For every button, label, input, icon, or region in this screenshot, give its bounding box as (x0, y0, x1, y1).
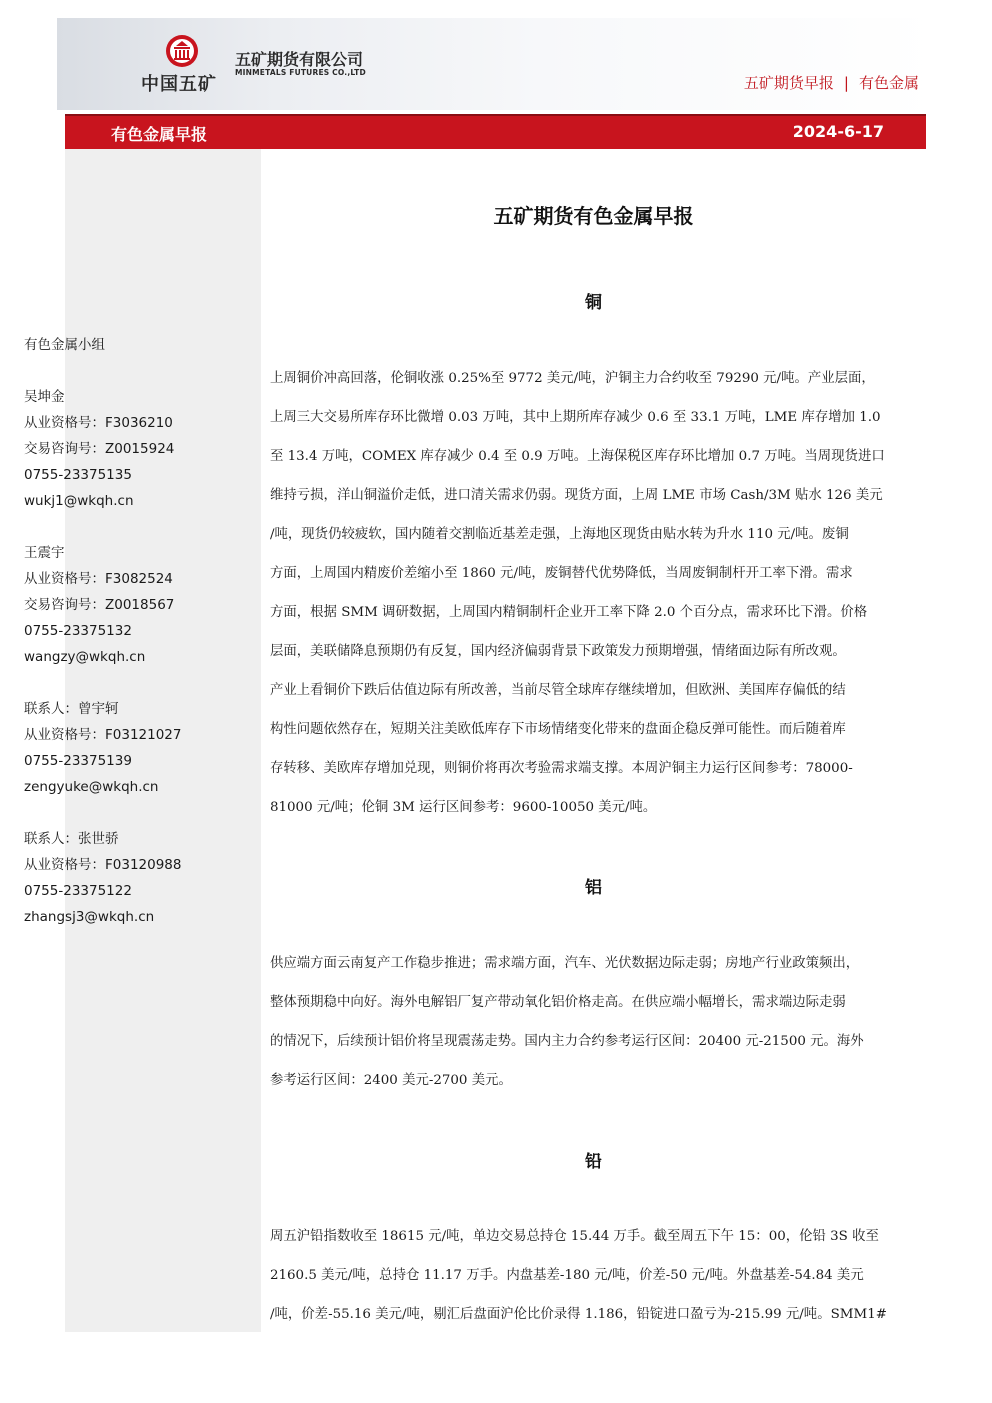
band-title: 有色金属早报 (111, 125, 208, 144)
paragraph-line: /吨，现货仍较疲软，国内随着交割临近基差走强，上海地区现货由贴水转为升水 110 元/吨。废铜 (270, 527, 849, 542)
report-date: 2024-6-17 (792, 122, 884, 141)
paragraph-line: 81000 元/吨；伦铜 3M 运行区间参考：9600-10050 美元/吨。 (270, 800, 657, 815)
header-nav (744, 72, 919, 93)
sidebar-group-title (24, 332, 105, 358)
contact-advisory: 交易咨询号：Z0018567 (24, 597, 175, 613)
logo-text: 中国五矿 (141, 74, 217, 95)
paragraph-line: 上周三大交易所库存环比微增 0.03 万吨，其中上期所库存减少 0.6 至 33.1 万吨，LME 库存增加 1.0 (270, 410, 881, 425)
nav-separator: | (843, 74, 849, 92)
report-title: 五矿期货有色金属早报 (493, 204, 694, 228)
contact-name: 王震宇 (24, 545, 65, 561)
company-name-en: MINMETALS FUTURES CO.,LTD (235, 68, 366, 77)
contact-advisory: 交易咨询号：Z0015924 (24, 441, 175, 457)
page-header (57, 18, 935, 110)
group-title: 有色金属小组 (24, 337, 105, 353)
contact-license: 从业资格号：F03121027 (24, 727, 182, 743)
paragraph-line: 存转移、美欧库存增加兑现，则铜价将再次考验需求端支撑。本周沪铜主力运行区间参考：78000- (270, 761, 853, 776)
contact-email: zengyuke@wkqh.cn (24, 779, 159, 795)
lead-paragraph (270, 1217, 918, 1334)
paragraph-line: 层面，美联储降息预期仍有反复，国内经济偏弱背景下政策发力预期增强，情绪面边际有所改观。 (270, 644, 846, 659)
nav-category-link: 有色金属 (858, 74, 919, 92)
section-heading-aluminum: 铝 (585, 878, 602, 898)
minmetals-emblem-icon (165, 34, 199, 68)
paragraph-line: 构性问题依然存在，短期关注美欧低库存下市场情绪变化带来的盘面企稳反弹可能性。而后随着库 (270, 722, 846, 737)
contact-card (24, 384, 174, 514)
company-name-cn: 五矿期货有限公司 (235, 50, 364, 69)
paragraph-line: 整体预期稳中向好。海外电解铝厂复产带动氧化铝价格走高。在供应端小幅增长，需求端边际走弱 (270, 995, 846, 1010)
contact-card (24, 540, 174, 670)
paragraph-line: /吨，价差-55.16 美元/吨，剔汇后盘面沪伦比价录得 1.186，铅锭进口盈亏为-215.99 元/吨。SMM1# (270, 1307, 887, 1322)
contact-email: wukj1@wkqh.cn (24, 493, 134, 509)
contact-name: 联系人：曾宇轲 (24, 701, 119, 717)
contact-license: 从业资格号：F03120988 (24, 857, 182, 873)
contact-phone: 0755-23375135 (24, 467, 132, 483)
paragraph-line: 周五沪铅指数收至 18615 元/吨，单边交易总持仓 15.44 万手。截至周五下午 15：00，伦铅 3S 收至 (270, 1229, 879, 1244)
section-heading-copper: 铜 (585, 293, 602, 313)
contact-license: 从业资格号：F3082524 (24, 571, 173, 587)
paragraph-line: 方面，根据 SMM 调研数据，上周国内精铜制杆企业开工率下降 2.0 个百分点，需求环比下滑。价格 (270, 605, 868, 620)
paragraph-line: 产业上看铜价下跌后估值边际有所改善，当前尽管全球库存继续增加，但欧洲、美国库存偏低的结 (270, 683, 846, 698)
paragraph-line: 参考运行区间：2400 美元-2700 美元。 (270, 1073, 512, 1088)
nav-report-link: 五矿期货早报 (743, 74, 834, 92)
contact-email: zhangsj3@wkqh.cn (24, 909, 155, 925)
copper-paragraph (270, 359, 918, 827)
paragraph-line: 维持亏损，洋山铜溢价走低，进口清关需求仍弱。现货方面，上周 LME 市场 Cash/3M 贴水 126 美元 (270, 488, 883, 503)
contact-card (24, 696, 181, 800)
paragraph-line: 上周铜价冲高回落，伦铜收涨 0.25%至 9772 美元/吨，沪铜主力合约收至 79290 元/吨。产业层面， (270, 371, 875, 386)
paragraph-line: 供应端方面云南复产工作稳步推进；需求端方面，汽车、光伏数据边际走弱；房地产行业政策频出， (270, 956, 860, 971)
contact-phone: 0755-23375139 (24, 753, 132, 769)
contact-license: 从业资格号：F3036210 (24, 415, 173, 431)
contact-card (24, 826, 181, 930)
contact-name: 吴坤金 (24, 389, 65, 405)
contact-phone: 0755-23375122 (24, 883, 132, 899)
paragraph-line: 的情况下，后续预计铝价将呈现震荡走势。国内主力合约参考运行区间：20400 元-21500 元。海外 (270, 1034, 864, 1049)
section-heading-lead: 铅 (585, 1152, 602, 1172)
contact-email: wangzy@wkqh.cn (24, 649, 146, 665)
paragraph-line: 至 13.4 万吨，COMEX 库存减少 0.4 至 0.9 万吨。上海保税区库存环比增加 0.7 万吨。当周现货进口 (270, 449, 885, 464)
contact-name: 联系人：张世骄 (24, 831, 119, 847)
paragraph-line: 方面，上周国内精废价差缩小至 1860 元/吨，废铜替代优势降低，当周废铜制杆开工率下滑。需求 (270, 566, 853, 581)
aluminum-paragraph (270, 944, 918, 1100)
title-band (65, 114, 926, 149)
contact-phone: 0755-23375132 (24, 623, 132, 639)
paragraph-line: 2160.5 美元/吨，总持仓 11.17 万手。内盘基差-180 元/吨，价差-50 元/吨。外盘基差-54.84 美元 (270, 1268, 864, 1283)
